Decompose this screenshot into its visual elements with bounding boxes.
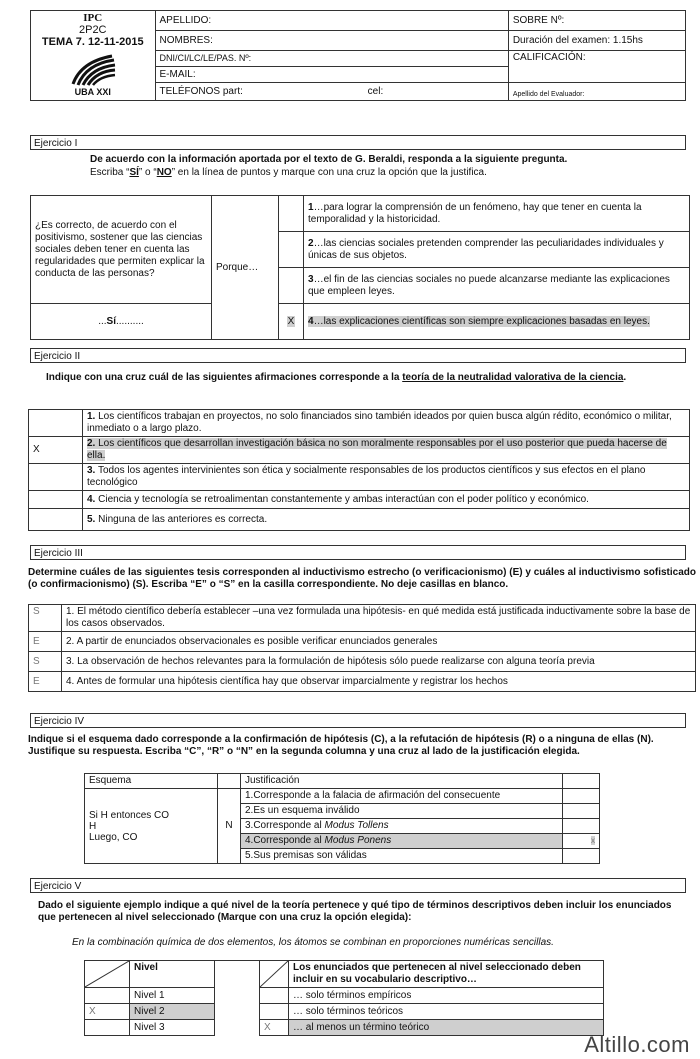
ej5-header-nivel: Nivel [130, 961, 215, 988]
ej1-instr-no: NO [156, 167, 172, 178]
ej3-row-4: 4. Antes de formular una hipótesis científica hay que observar imparcialmente y registrar los hechos [62, 672, 696, 692]
ej4-title: Ejercicio IV [30, 713, 686, 728]
ej2-mark: X [33, 444, 40, 455]
ej2-row-5-text: Ninguna de las anteriores es correcta. [98, 513, 268, 525]
ej1-porque: Porque… [212, 196, 279, 340]
field-telefonos [155, 83, 508, 101]
ej4-check-2[interactable] [563, 804, 600, 819]
ej4-option-3-i: Modus Tollens [324, 820, 389, 831]
tema-label: TEMA 7. 12-11-2015 [41, 36, 144, 48]
ej5-diag-1 [85, 961, 130, 988]
ej5-enun-check-1[interactable] [260, 988, 289, 1004]
ej4-schema-line-1: Si H entonces CO [89, 809, 170, 821]
ej5-enun-1: … solo términos empíricos [289, 988, 604, 1004]
ej2-row-4-num: 4. [87, 493, 96, 505]
ej1-option-2-text: …las ciencias sociales pretenden comprender las peculiaridades individuales y únicas de sus objetos. [308, 237, 664, 261]
ej3-mark-2[interactable]: E [29, 632, 62, 652]
ej2-instr-a: Indique con una cruz cuál de las siguientes afirmaciones corresponde a la [46, 372, 403, 383]
ej4-answer[interactable]: N [218, 789, 241, 864]
ej5-title: Ejercicio V [30, 878, 686, 893]
field-email: E-MAIL: [155, 67, 508, 83]
ej1-question: ¿Es correcto, de acuerdo con el positivismo, sostener que las ciencias sociales deben tener en cuenta las regularidades que permiten explicar la conducta de las personas? [31, 196, 212, 304]
sobre-field: SOBRE Nº: [508, 11, 685, 31]
ej4-option-4-i: Modus Ponens [324, 835, 392, 846]
ej1-instr-c: ” en la línea de puntos y marque con una cruz la opción que la justifica. [171, 167, 487, 178]
duracion-field: Duración del examen: 1.15hs [508, 31, 685, 51]
ej5-nivel-3: Nivel 3 [130, 1020, 215, 1036]
ej1-check-3[interactable] [279, 268, 304, 304]
ej1-option-4 [304, 304, 690, 340]
ej4-option-3-a: 3.Corresponde al [245, 820, 325, 831]
ej1-option-2 [304, 232, 690, 268]
field-apellido: APELLIDO: [155, 11, 508, 31]
ej4-check-4[interactable] [563, 834, 600, 849]
ej1-option-4-text: …las explicaciones científicas son siempre explicaciones basadas en leyes. [313, 315, 650, 327]
ej2-title: Ejercicio II [30, 348, 686, 363]
ej5-instruction: Dado el siguiente ejemplo indique a qué nivel de la teoría pertenece y qué tipo de términos descriptivos deben incluir los enunciados que pertenecen al nivel seleccionado (Marque con una cruz la opción elegida): [38, 900, 672, 923]
ej1-instruction-1: De acuerdo con la información aportada por el texto de G. Beraldi, responda a la siguiente pregunta. [90, 154, 568, 165]
ej1-check-1[interactable] [279, 196, 304, 232]
altillo-watermark: Altillo.com [584, 1032, 690, 1057]
telefonos-label: TELÉFONOS part: [159, 85, 243, 97]
ej3-table [28, 604, 696, 692]
ej1-answer-pre: ... [98, 315, 107, 327]
course-code: 2P2C [78, 24, 107, 36]
ej4-option-4-a: 4.Corresponde al [245, 835, 325, 846]
field-dni: DNI/CI/LC/LE/PAS. Nº: [155, 51, 508, 67]
ej1-check-2[interactable] [279, 232, 304, 268]
ej2-row-2-text: Los científicos que desarrollan investigación básica no son moralmente responsables por el uso posterior que pueda hacerse de ella. [87, 438, 667, 461]
ej1-option-3-num: 3 [308, 273, 314, 285]
ej1-option-4-num: 4 [308, 315, 314, 327]
field-nombres: NOMBRES: [155, 31, 508, 51]
ej2-check-1[interactable] [29, 410, 83, 437]
ej5-table [84, 960, 604, 1036]
evaluador-field: Apellido del Evaluador: [508, 83, 685, 101]
ej2-row-4-text: Ciencia y tecnología se retroalimentan constantemente y ambas interactúan con el poder político y económico. [98, 493, 589, 505]
ej1-instruction-2 [90, 167, 690, 178]
header-table [30, 10, 686, 101]
ej2-table [28, 409, 690, 531]
ej2-row-3-num: 3. [87, 465, 96, 476]
ej4-option-4 [241, 834, 563, 849]
ej2-row-2 [83, 437, 690, 464]
ej5-enun-check-3[interactable]: X [260, 1020, 289, 1036]
ej4-schema-line-3: Luego, CO [89, 831, 138, 843]
ej3-row-3: 3. La observación de hechos relevantes para la formulación de hipótesis sólo puede realizarse con alguna teoría previa [62, 652, 696, 672]
ej3-instruction: Determine cuáles de las siguientes tesis corresponden al inductivismo estrecho (o verificacionismo) (E) y cuáles al inductivismo sofisticado (o confirmacionismo) (S). Escriba “E” o “S” en la casilla correspondiente. No deje casillas en blanco. [28, 567, 696, 590]
ej3-mark-1[interactable]: S [29, 605, 62, 632]
ej4-schema-line-2: H [89, 820, 97, 832]
ej5-enun-2: … solo términos teóricos [289, 1004, 604, 1020]
diagonal-line-icon [260, 961, 288, 987]
ej1-option-3 [304, 268, 690, 304]
ej5-example: En la combinación química de dos elementos, los átomos se combinan en proporciones numéricas sencillas. [72, 937, 554, 948]
ej2-instr-b: . [623, 372, 627, 383]
calificacion-field: CALIFICACIÓN: [508, 51, 685, 83]
ej4-option-1: 1.Corresponde a la falacia de afirmación del consecuente [241, 789, 563, 804]
ej1-title: Ejercicio I [30, 135, 686, 150]
ej1-answer-cell [31, 304, 212, 340]
ej2-row-3-text: Todos los agentes intervinientes son ética y socialmente responsables de los productos científicos y sus efectos en el plano tecnológico [87, 465, 646, 488]
cel-label: cel: [367, 85, 384, 97]
ej2-row-1-num: 1. [87, 411, 96, 422]
ej1-option-2-num: 2 [308, 237, 314, 249]
ej1-answer: Sí [106, 315, 116, 327]
ej2-row-2-num: 2. [87, 438, 96, 449]
ej4-option-2: 2.Es un esquema inválido [241, 804, 563, 819]
ipc-label: IPC [83, 12, 103, 24]
ej1-instr-si: SÍ [129, 167, 139, 178]
ej2-instr-u: teoría de la neutralidad valorativa de la ciencia [402, 372, 624, 383]
ej3-mark-4[interactable]: E [29, 672, 62, 692]
ej5-nivel-1: Nivel 1 [130, 988, 215, 1004]
ej4-header-justificacion: Justificación [241, 774, 563, 789]
ej4-check-5[interactable] [563, 849, 600, 864]
ej2-check-4[interactable] [29, 491, 83, 509]
ej4-check-3[interactable] [563, 819, 600, 834]
ej2-instruction [46, 372, 661, 384]
ej2-row-4 [83, 491, 690, 509]
ej2-check-2[interactable] [29, 437, 83, 464]
ej4-mark: x [591, 836, 595, 845]
ej4-schema [85, 789, 218, 864]
ej4-table [84, 773, 600, 864]
ej1-option-1-text: …para lograr la comprensión de un fenómeno, hay que tener en cuenta la temporalidad y la historicidad. [308, 201, 642, 225]
ej1-check-4[interactable] [279, 304, 304, 340]
uba-xxi-label: UBA XXI [74, 87, 111, 97]
ej3-row-1: 1. El método científico debería establecer –una vez formulada una hipótesis- en qué medida está justificada inductivamente sobre la base de los casos observados. [62, 605, 696, 632]
uba-logo-icon [68, 52, 118, 86]
ej1-option-1 [304, 196, 690, 232]
ej5-diag-2 [260, 961, 289, 988]
ej5-nivel-2: Nivel 2 [130, 1004, 215, 1020]
ej5-nivel-check-1[interactable] [85, 988, 130, 1004]
ej1-option-3-text: …el fin de las ciencias sociales no puede alcanzarse mediante las explicaciones que empleen leyes. [308, 273, 670, 297]
ej5-nivel-check-3[interactable] [85, 1020, 130, 1036]
ej4-header-blank [218, 774, 241, 789]
ej2-row-1 [83, 410, 690, 437]
ej1-instr-b: ” o “ [138, 167, 157, 178]
ej4-header-mark [563, 774, 600, 789]
ej4-instruction: Indique si el esquema dado corresponde a la confirmación de hipótesis (C), a la refutación de hipótesis (R) o a ninguna de ellas (N). Justifique su respuesta. Escriba “C”, “R” o “N” en la segunda columna y una cruz al lado de la justificación elegida. [28, 734, 654, 757]
ej2-row-5-num: 5. [87, 513, 96, 525]
ej2-row-3 [83, 464, 690, 491]
ej5-gap [215, 961, 260, 1036]
ej1-mark: X [287, 315, 295, 327]
ej5-enun-3: … al menos un término teórico [289, 1020, 604, 1036]
header-logo-cell [31, 11, 156, 101]
ej1-table [30, 195, 690, 340]
ej5-header-enunciados: Los enunciados que pertenecen al nivel seleccionado deben incluir en su vocabulario descriptivo… [289, 961, 604, 988]
ej4-option-5: 5.Sus premisas son válidas [241, 849, 563, 864]
ej1-option-1-num: 1 [308, 201, 314, 213]
ej3-row-2: 2. A partir de enunciados observacionales es posible verificar enunciados generales [62, 632, 696, 652]
ej4-check-1[interactable] [563, 789, 600, 804]
ej4-header-esquema: Esquema [85, 774, 218, 789]
ej2-row-1-text: Los científicos trabajan en proyectos, no solo financiados sino también ideados por quien busca algún rédito, económico o militar, inmediato o a largo plazo. [87, 411, 672, 434]
ej1-instr-a: Escriba “ [90, 167, 130, 178]
ej2-check-5[interactable] [29, 509, 83, 531]
ej5-nivel-check-2[interactable]: X [85, 1004, 130, 1020]
ej3-mark-3[interactable]: S [29, 652, 62, 672]
ej2-row-5 [83, 509, 690, 531]
ej5-enun-check-2[interactable] [260, 1004, 289, 1020]
ej4-option-3 [241, 819, 563, 834]
ej1-answer-post: .......... [116, 315, 144, 327]
diagonal-line-icon [85, 961, 129, 987]
ej2-check-3[interactable] [29, 464, 83, 491]
ej3-title: Ejercicio III [30, 545, 686, 560]
